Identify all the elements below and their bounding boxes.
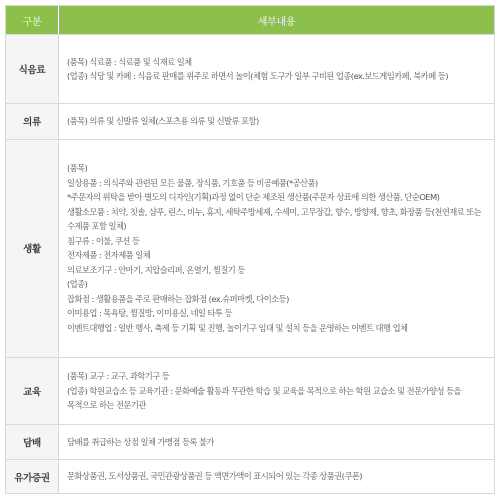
category-cell: 생활 [6,139,59,357]
table-row [6,35,495,104]
details-cell [59,35,495,104]
category-cell: 식음료 [6,35,59,104]
details-cell [59,460,495,494]
header-category: 구분 [6,6,59,35]
detail-line: *주문자의 위탁을 받아 별도의 디자인(기획)과정 없이 단순 제조된 생산품(주문자 상표에 의한 생산품, 단순OEM) [67,192,440,203]
details-cell [59,424,495,460]
detail-line: 생활소모품 : 치약, 칫솔, 샴푸, 린스, 비누, 휴지, 세탁주방세제, 수세미, 고무장갑, 향수, 방향제, 향초, 화장품 등(천연재료 또는 수제품 포함 일체) [67,206,482,232]
category-cell: 교육 [6,357,59,424]
detail-line: 담배를 취급하는 상점 일체 가맹점 등록 불가 [67,436,214,447]
details-cell [59,139,495,357]
category-cell: 의류 [6,104,59,140]
detail-line: (품목) [67,163,88,174]
detail-line: (업종) 학원교습소 등 교육기관 : 문화예술 활동과 무관한 학습 및 교육을 목적으로 하는 학원 교습소 및 전문가양성 등을 목적으로 하는 전문기관 [67,385,461,411]
detail-line: 침구류 : 이불, 쿠션 등 [67,235,140,246]
detail-line: (업종) [67,279,88,290]
detail-line: (품목) 교구 : 교구, 과학기구 등 [67,371,170,382]
header-details: 세부내용 [59,6,495,35]
detail-line: 잡화점 : 생활용품을 주로 판매하는 잡화점 (ex.슈퍼마켓, 다이소등) [67,293,289,304]
detail-line: 이벤트대행업 : 일반 행사, 축제 등 기획 및 진행, 놀이기구 임대 및 설치 등을 운영하는 이벤트 대행 업체 [67,322,408,333]
table-row [6,139,495,357]
category-cell: 유가증권 [6,460,59,494]
table-row [6,460,495,494]
detail-line: 일상용품 : 의식주와 관련된 모든 물품, 장식품, 기호품 등 비공예품(*공산품) [67,177,318,188]
table-row [6,104,495,140]
detail-line: (품목) 의류 및 신발류 일체(스포츠용 의류 및 신발류 포함) [67,116,259,127]
detail-line: (업종) 식당 및 카페 : 식음료 판매를 위주로 하면서 놀이(체험 도구가 일부 구비된 업종(ex.보드게임카페, 북카페 등) [67,71,448,82]
table-row [6,357,495,424]
detail-line: 전자제품 : 전자제품 일체 [67,250,151,261]
details-cell [59,357,495,424]
detail-line: 문화상품권, 도서상품권, 국민관광상품권 등 액면가액이 표시되어 있는 각종 상품권(쿠폰) [67,471,362,482]
details-cell [59,104,495,140]
detail-line: (품목) 식료품 : 식료품 및 식재료 일체 [67,56,192,67]
merchant-category-table [5,5,495,494]
detail-line: 이미용업 : 목욕탕, 찜질방, 이미용실, 네일 타투 등 [67,308,232,319]
category-cell: 담배 [6,424,59,460]
table-header-row [6,6,495,35]
table-row [6,424,495,460]
detail-line: 의료보조기구 : 안마기, 지압슬리퍼, 온열기, 찜질기 등 [67,264,245,275]
